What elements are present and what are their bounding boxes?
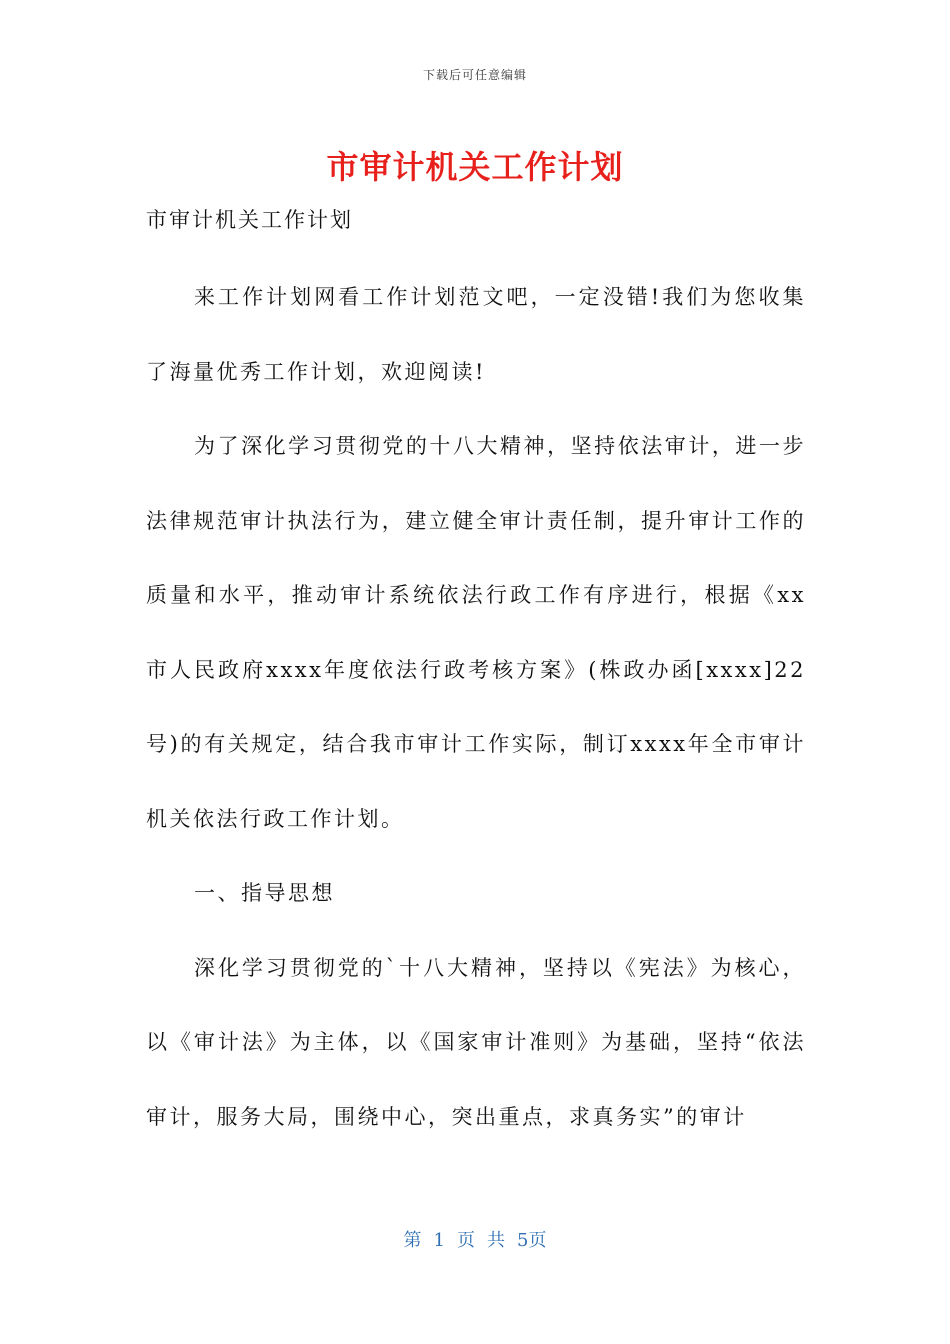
paragraph-purpose: 为了深化学习贯彻党的十八大精神，坚持依法审计，进一步法律规范审计执法行为，建立健全审计责任制，提升审计工作的质量和水平，推动审计系统依法行政工作有序进行，根据《xx市人民政府xxxx年度依法行政考核方案》(株政办函[xxxx]22号)的有关规定，结合我市审计工作实际，制订xxxx年全市审计机关依法行政工作计划。 bbox=[146, 434, 806, 831]
footer-total-pages: 5页 bbox=[517, 1230, 547, 1251]
document-title: 市审计机关工作计划 bbox=[326, 148, 624, 186]
document-subtitle: 市审计机关工作计划 bbox=[146, 208, 353, 232]
document-body bbox=[146, 260, 806, 1154]
footer-page-word: 页 bbox=[457, 1230, 475, 1251]
section-heading-guiding-ideology: 一、指导思想 bbox=[194, 881, 335, 905]
paragraph-guiding-ideology: 深化学习贯彻党的`十八大精神，坚持以《宪法》为核心，以《审计法》为主体，以《国家审计准则》为基础，坚持“依法审计，服务大局，围绕中心，突出重点，求真务实”的审计 bbox=[146, 955, 806, 1129]
footer-total-prefix: 共 bbox=[487, 1230, 505, 1251]
footer-current-page: 1 bbox=[433, 1230, 445, 1251]
paragraph-intro: 来工作计划网看工作计划范文吧，一定没错!我们为您收集了海量优秀工作计划，欢迎阅读! bbox=[146, 285, 806, 384]
header-note: 下载后可任意编辑 bbox=[422, 68, 527, 82]
footer-prefix: 第 bbox=[403, 1230, 422, 1251]
page-footer bbox=[0, 1226, 950, 1252]
